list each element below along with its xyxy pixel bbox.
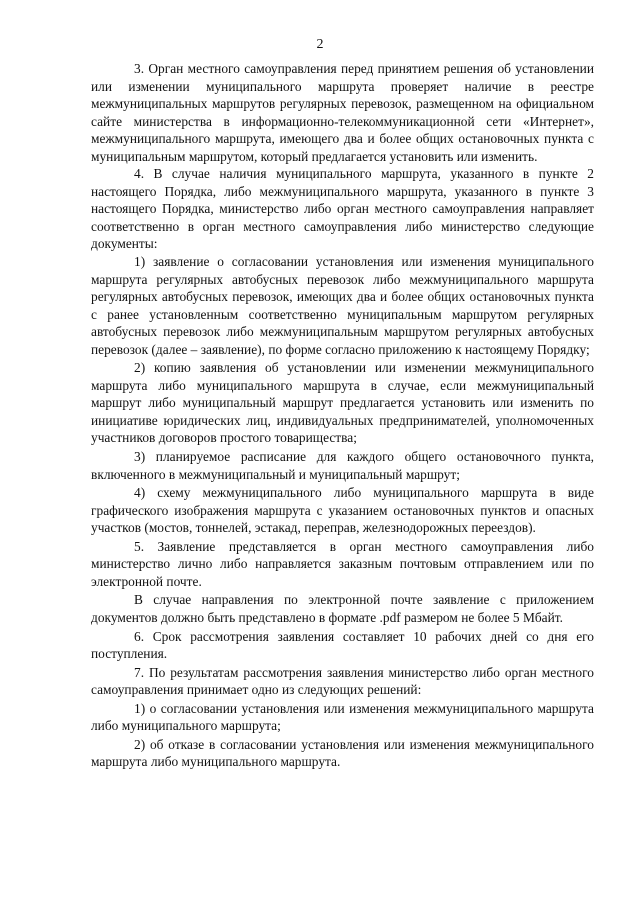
page-number: 2 (316, 37, 324, 52)
paragraph-clause-7: 7. По результатам рассмотрения заявления министерство либо орган местного самоуправления принимает одно из следующих решений: (91, 664, 594, 698)
document-body (91, 60, 594, 771)
paragraph-clause-6: 6. Срок рассмотрения заявления составляет 10 рабочих дней со дня его поступления. (91, 628, 594, 662)
paragraph-clause-4-item-3: 3) планируемое расписание для каждого общего остановочного пункта, включенного в межмуниципальный и муниципальный маршрут; (91, 449, 594, 482)
paragraph-clause-3: 3. Орган местного самоуправления перед принятием решения об установлении или изменении муниципального маршрута проверяет наличие в реестре межмуниципальных маршрутов регулярных перевозок, размещенном на официальном сайте министерства в информационно-телекоммуникационной сети «Интернет», межмуниципального маршрута, имеющего два и более общих остановочных пункта с муниципальным маршрутом, который предлагается установить или изменить. (91, 61, 594, 164)
paragraph-clause-5-email: В случае направления по электронной почте заявление с приложением документов должно быть представлено в формате .pdf размером не более 5 Мбайт. (91, 592, 594, 625)
paragraph-clause-4-item-2: 2) копию заявления об установлении или изменении межмуниципального маршрута либо муниципального маршрута в случае, если межмуниципальный маршрут либо муниципальный маршрут предлагается установить или изменить по инициативе юридических лиц, индивидуальных предпринимателей, уполномоченных участников договоров простого товарищества; (91, 360, 594, 446)
paragraph-clause-7-item-1: 1) о согласовании установления или изменения межмуниципального маршрута либо муниципального маршрута; (91, 700, 594, 734)
paragraph-clause-7-item-2: 2) об отказе в согласовании установления или изменения межмуниципального маршрута либо муниципального маршрута. (91, 736, 594, 770)
paragraph-clause-5: 5. Заявление представляется в орган местного самоуправления либо министерство лично либо направляется заказным почтовым отправлением или по электронной почте. (91, 538, 594, 589)
paragraph-clause-4-item-4: 4) схему межмуниципального либо муниципального маршрута в виде графического изображения маршрута с указанием остановочных пунктов и опасных участков (мостов, тоннелей, эстакад, переправ, железнодорожных переездов). (91, 485, 594, 536)
paragraph-clause-4-item-1: 1) заявление о согласовании установления или изменения муниципального маршрута регулярных автобусных перевозок либо межмуниципального маршрута регулярных автобусных перевозок, имеющих два и более общих остановочных пункта с ранее установленным соответственно муниципальным маршрутом регулярных автобусных перевозок либо межмуниципальным маршрутом регулярных автобусных перевозок (далее – заявление), по форме согласно приложению к настоящему Порядку; (91, 254, 594, 357)
paragraph-clause-4: 4. В случае наличия муниципального маршрута, указанного в пункте 2 настоящего Порядка, либо межмуниципального маршрута, указанного в пункте 3 настоящего Порядка, министерство либо орган местного самоуправления направляет соответственно в орган местного самоуправления либо министерство следующие документы: (91, 166, 594, 252)
